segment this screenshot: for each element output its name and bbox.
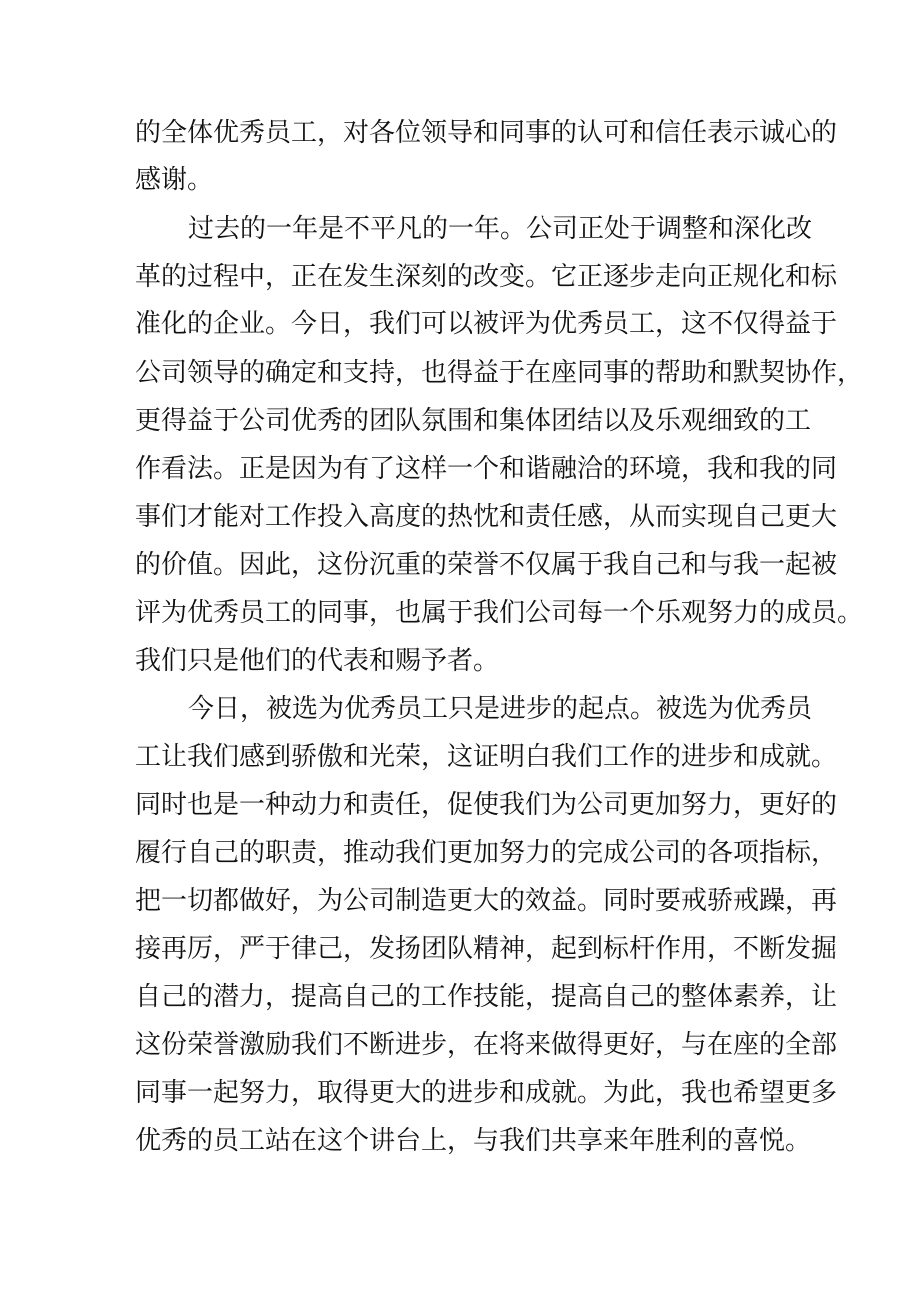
paragraph-3-line-5: 把一切都做好，为公司制造更大的效益。同时要戒骄戒躁，再	[135, 886, 838, 916]
paragraph-3-line-4: 履行自己的职责，推动我们更加努力的完成公司的各项指标，	[135, 838, 838, 868]
paragraph-3-line-7: 自己的潜力，提高自己的工作技能，提高自己的整体素养，让	[135, 982, 838, 1012]
paragraph-2-line-7: 事们才能对工作投入高度的热忱和责任感，从而实现自己更大	[135, 502, 838, 532]
paragraph-2-line-9: 评为优秀员工的同事，也属于我们公司每一个乐观努力的成员。	[135, 598, 864, 628]
paragraph-2-line-3: 准化的企业。今日，我们可以被评为优秀员工，这不仅得益于	[135, 309, 838, 339]
paragraph-2-line-2: 革的过程中，正在发生深刻的改变。它正逐步走向正规化和标	[135, 262, 838, 292]
paragraph-1-line-1: 的全体优秀员工，对各位领导和同事的认可和信任表示诚心的	[135, 118, 838, 148]
paragraph-3-line-6: 接再厉，严于律己，发扬团队精神，起到标杆作用，不断发掘	[135, 934, 838, 964]
paragraph-3-line-10: 优秀的员工站在这个讲台上，与我们共享来年胜利的喜悦。	[135, 1126, 812, 1156]
paragraph-3-line-2: 工让我们感到骄傲和光荣，这证明白我们工作的进步和成就。	[135, 742, 838, 772]
paragraph-2-line-10: 我们只是他们的代表和赐予者。	[135, 646, 500, 676]
paragraph-2-line-1: 过去的一年是不平凡的一年。公司正处于调整和深化改	[188, 214, 813, 244]
paragraph-2-line-6: 作看法。正是因为有了这样一个和谐融洽的环境，我和我的同	[135, 454, 838, 484]
paragraph-3-line-3: 同时也是一种动力和责任，促使我们为公司更加努力，更好的	[135, 790, 838, 820]
paragraph-2-line-4: 公司领导的确定和支持，也得益于在座同事的帮助和默契协作，	[135, 358, 864, 388]
paragraph-1-line-2: 感谢。	[135, 165, 214, 195]
paragraph-3-line-1: 今日，被选为优秀员工只是进步的起点。被选为优秀员	[188, 694, 813, 724]
paragraph-2-line-8: 的价值。因此，这份沉重的荣誉不仅属于我自己和与我一起被	[135, 550, 838, 580]
paragraph-3-line-9: 同事一起努力，取得更大的进步和成就。为此，我也希望更多	[135, 1078, 838, 1108]
paragraph-2-line-5: 更得益于公司优秀的团队氛围和集体团结以及乐观细致的工	[135, 406, 812, 436]
paragraph-3-line-8: 这份荣誉激励我们不断进步，在将来做得更好，与在座的全部	[135, 1030, 838, 1060]
